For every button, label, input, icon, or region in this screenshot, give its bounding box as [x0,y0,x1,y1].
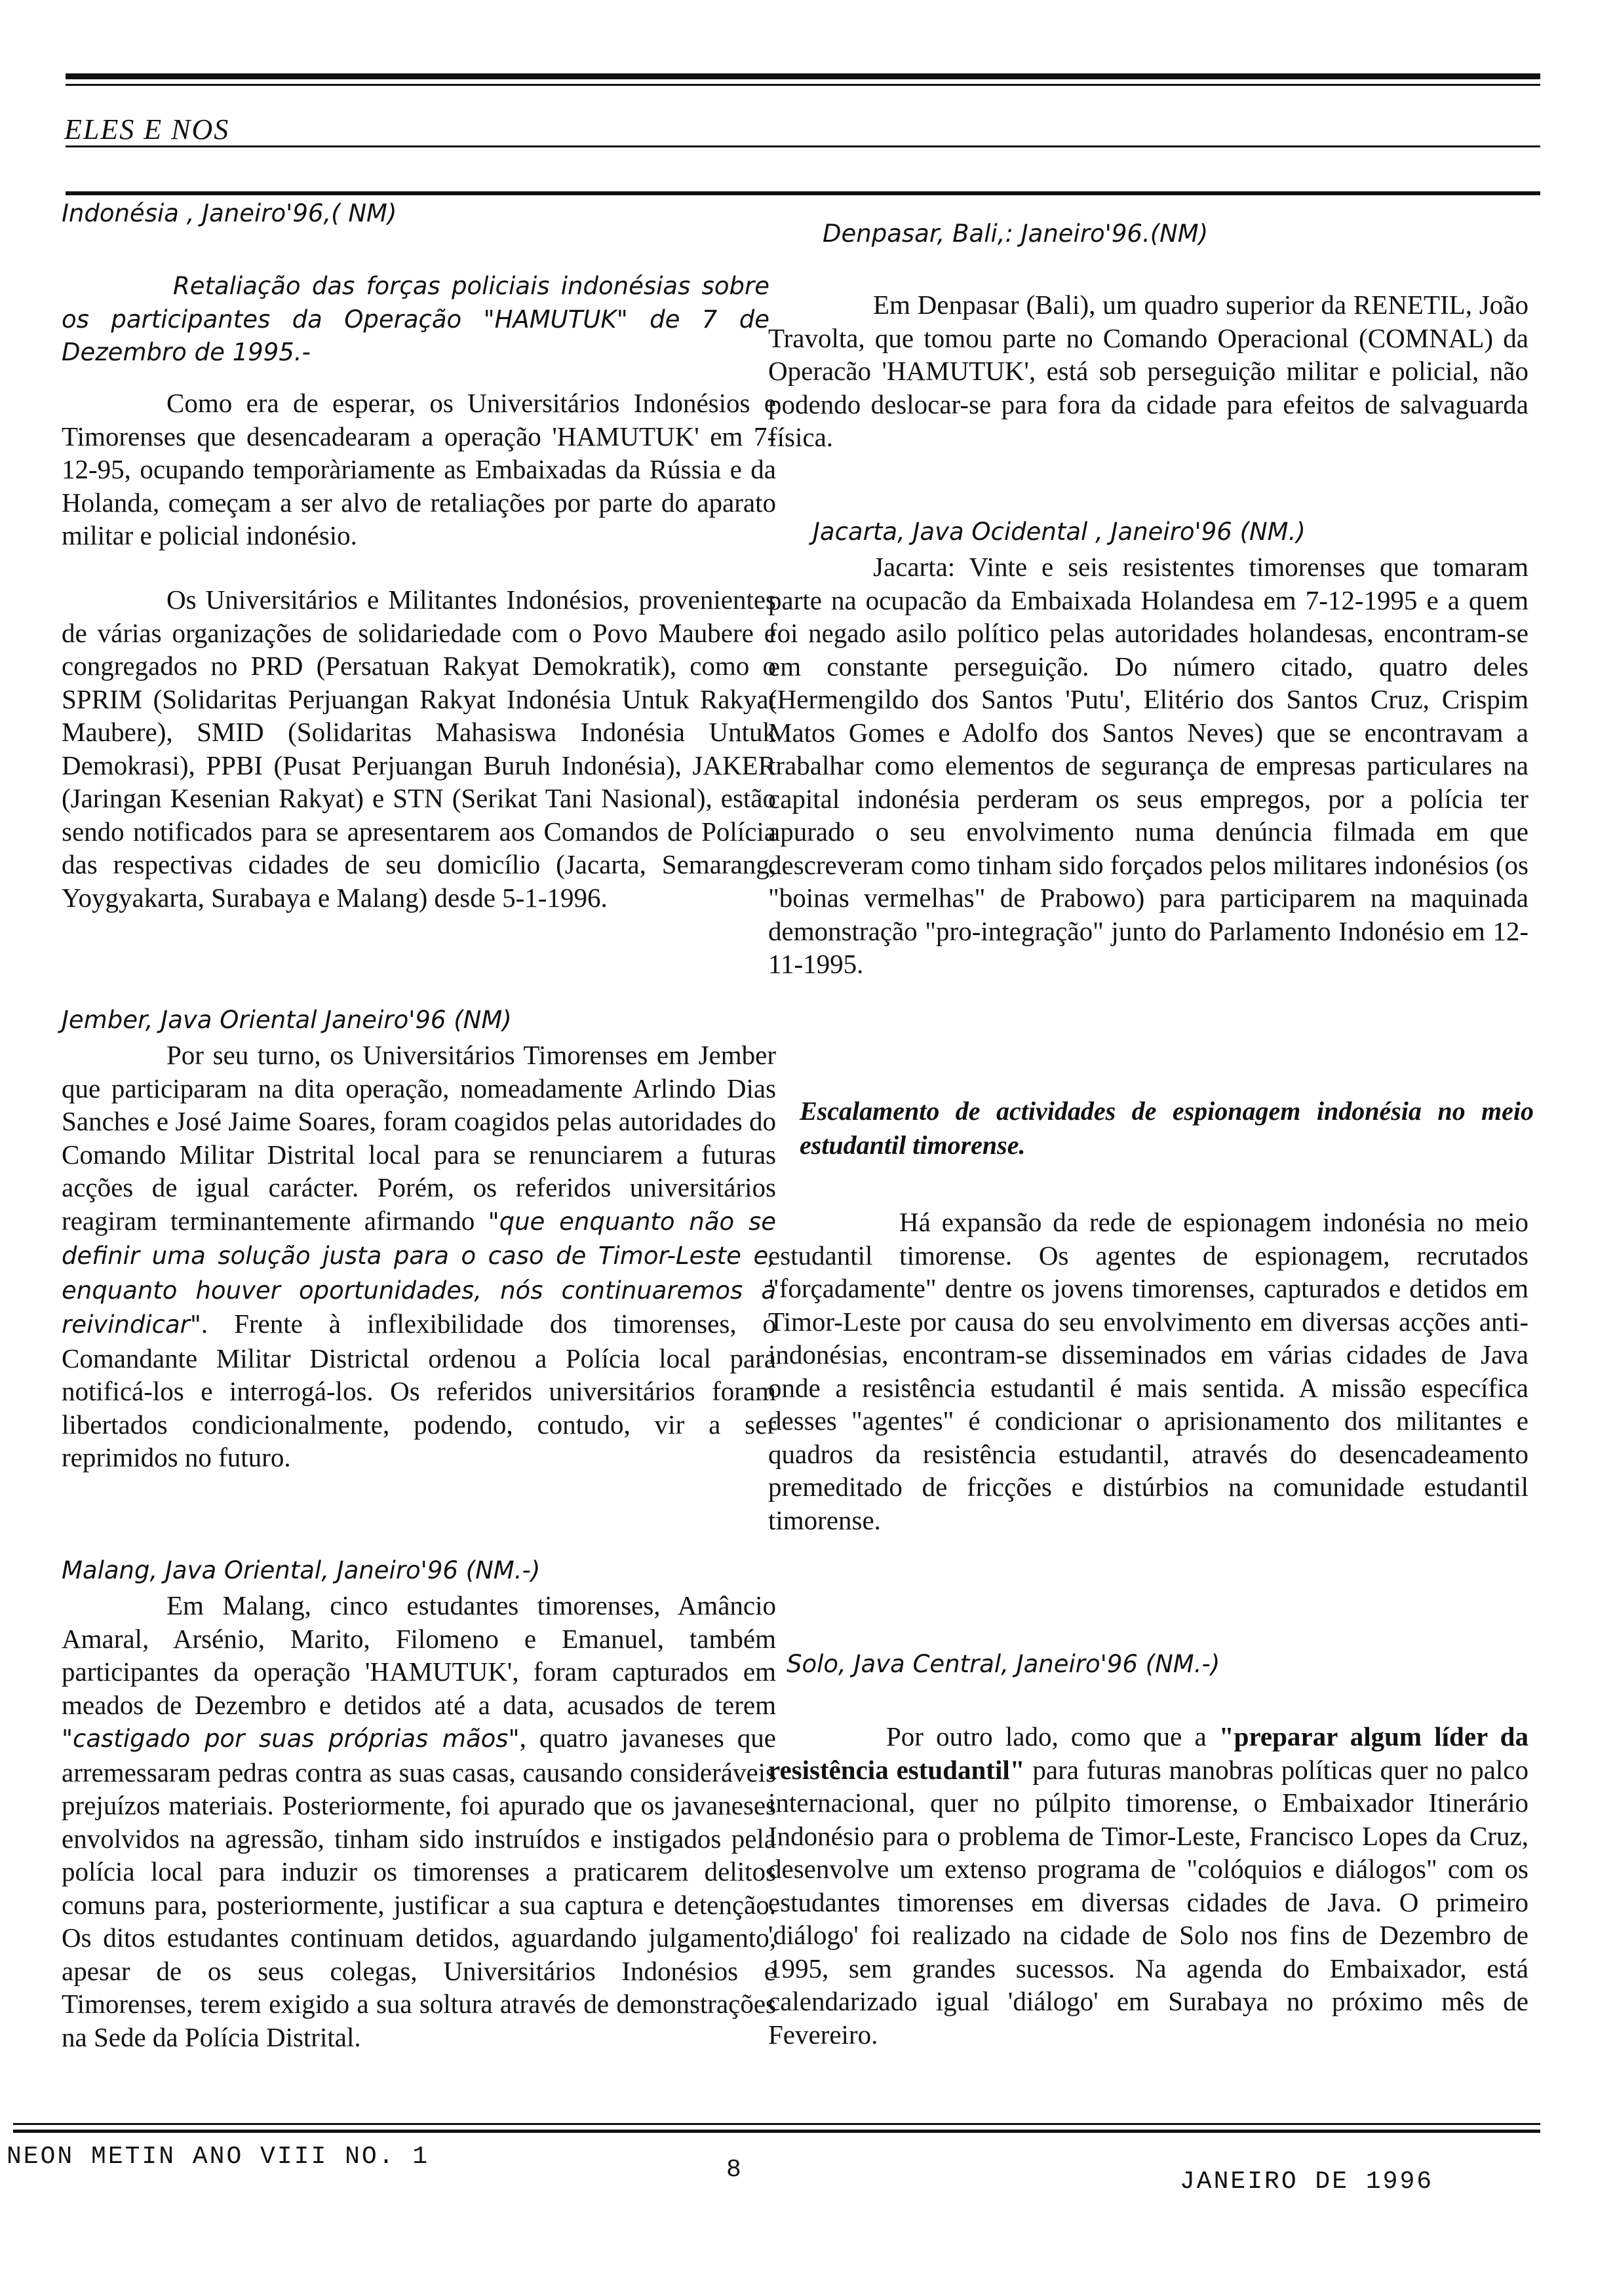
article-heading-retaliacao: Retaliação das forças policiais indonésias sobre os participantes da Operação "HAMUTUK" de 7 de Dezembro de 1995.- [62,272,769,366]
dateline-indonesia: Indonésia , Janeiro'96,( NM) [62,199,397,227]
malang-text-b: , quatro javaneses que arremessaram pedras contra as suas casas, causando consideráveis prejuízos materiais. Posteriormente, foi apurado que os javaneses envolvidos na agressão, tinham sido instruídos e instigados pela polícia local para induzir os timorenses a praticarem delitos comuns para, posteriormente, justificar a sua captura e detenção. Os ditos estudantes continuam detidos, aguardando julgamento, apesar de os seus colegas, Universitários Indonésios e Timorenses, terem exigido a sua soltura através de demonstrações na Sede da Polícia Distrital. [62,1723,776,2052]
dateline-denpasar: Denpasar, Bali,: Janeiro'96.(NM) [823,220,1209,248]
paragraph-malang [62,1589,776,2054]
footer-publication: NEON METIN ANO VIII NO. 1 [7,2143,430,2171]
malang-text-a: Em Malang, cinco estudantes timorenses, Amâncio Amaral, Arsénio, Marito, Filomeno e Emanuel, também participantes da operação 'HAMUTUK', foram capturados em meados de Dezembro e detidos até a data, acusados de terem [62,1590,776,1720]
jember-quote: "que enquanto não se definir uma solução justa para o caso de Timor-Leste e, enquanto houver oportunidades, nós continuaremos a reivindicar" [62,1207,776,1339]
dateline-jacarta: Jacarta, Java Ocidental , Janeiro'96 (NM.) [813,518,1306,546]
article-heading-espionagem: Escalamento de actividades de espionagem indonésia no meio estudantil timorense. [800,1096,1534,1160]
paragraph-retaliacao-1: Como era de esperar, os Universitários Indonésios e Timorenses que desencadearam a operação 'HAMUTUK' em 7-12-95, ocupando temporàriamente as Embaixadas da Rússia e da Holanda, começam a ser alvo de retaliações por parte do aparato militar e policial indonésio. [62,388,776,550]
dateline-malang: Malang, Java Oriental, Janeiro'96 (NM.-) [62,1556,541,1584]
paragraph-espionagem: Há expansão da rede de espionagem indonésia no meio estudantil timorense. Os agentes de espionagem, recrutados "forçadamente" dentre os jovens timorenses, capturados e detidos em Timor-Leste por causa do seu envolvimento em diversas acções anti-indonésias, encontram-se disseminados em várias cidades de Java onde a resistência estudantil é mais sentida. A missão específica desses "agentes" é condicionar o aprisionamento dos militantes e quadros da resistência estudantil, através do desencadeamento premeditado de fricções e distúrbios na comunidade estudantil timorense. [768,1207,1528,1535]
paragraph-solo [768,1720,1528,2051]
jember-text-a: Por seu turno, os Universitários Timorenses em Jember que participaram na dita operação, nomeadamente Arlindo Dias Sanches e José Jaime Soares, foram coagidos pelas autoridades do Comando Militar Distrital local para se renunciarem a futuras acções de igual carácter. Porém, os referidos universitários reagiram terminantemente afirmando [62,1040,776,1236]
malang-quote: "castigado por suas próprias mãos" [62,1725,520,1753]
solo-text-a: Por outro lado, como que a [886,1721,1219,1751]
top-rule-thick [66,73,1540,79]
footer-date: JANEIRO DE 1996 [1180,2168,1434,2196]
section-header: ELES E NOS [64,113,230,145]
header-rule-lower [66,191,1540,195]
dateline-jember: Jember, Java Oriental Janeiro'96 (NM) [62,1006,512,1034]
footer-rule-thin [13,2123,1540,2125]
top-rule-thin [66,84,1540,86]
solo-text-b: para futuras manobras políticas quer no palco internacional, quer no púlpito timorense, o Embaixador Itinerário Indonésio para o problema de Timor-Leste, Francisco Lopes da Cruz, desenvolve um extenso programa de "colóquios e diálogos" com os estudantes timorenses em diversas cidades de Java. O primeiro 'diálogo' foi realizado na cidade de Solo nos fins de Dezembro de 1995, sem grandes sucessos. Na agenda do Embaixador, está calendarizado igual 'diálogo' em Surabaya no próximo mês de Fevereiro. [768,1754,1528,2050]
paragraph-jember [62,1039,776,1474]
footer-rule-thick [13,2130,1540,2133]
solo-bold-quote: "preparar algum líder da resistência estudantil" [768,1721,1528,1785]
paragraph-retaliacao-2: Os Universitários e Militantes Indonésios, provenientes de várias organizações de solidariedade com o Povo Maubere e congregados no PRD (Persatuan Rakyat Demokratik), como o SPRIM (Solidaritas Perjuangan Rakyat Indonésia Untuk Rakyat Maubere), SMID (Solidaritas Mahasiswa Indonésia Untuk Demokrasi), PPBI (Pusat Perjuangan Buruh Indonésia), JAKER (Jaringan Kesenian Rakyat) e STN (Serikat Tani Nasional), estão sendo notificados para se apresentarem aos Comandos de Polícia das respectivas cidades de seu domicílio (Jacarta, Semarang, Yoygyakarta, Surabaya e Malang) desde 5-1-1996. [62,584,776,913]
paragraph-jacarta: Jacarta: Vinte e seis resistentes timorenses que tomaram parte na ocupacão da Embaixada Holandesa em 7-12-1995 e a quem foi negado asilo político pelas autoridades holandesas, encontram-se em constante perseguição. Do número citado, quatro deles (Hermengildo dos Santos 'Putu', Elitério dos Santos Cruz, Crispim Matos Gomes e Adolfo dos Santos Neves) que se encontravam a trabalhar como elementos de segurança de empresas particulares na capital indonésia perderam os seus empregos, por a polícia ter apurado o seu envolvimento numa denúncia filmada em que descreveram como tinham sido forçados pelos militares indonésios (os "boinas vermelhas" de Prabowo) para participarem na maquinada demonstração "pro-integração" junto do Parlamento Indonésio em 12-11-1995. [768,552,1528,979]
header-underline [66,145,1540,147]
paragraph-denpasar: Em Denpasar (Bali), um quadro superior da RENETIL, João Travolta, que tomou parte no Comando Operacional (COMNAL) da Operacão 'HAMUTUK', está sob perseguição militar e policial, não podendo deslocar-se para fora da cidade para efeitos de salvaguarda física. [768,290,1528,452]
footer-page-number: 8 [726,2156,743,2184]
dateline-solo: Solo, Java Central, Janeiro'96 (NM.-) [787,1650,1220,1678]
jember-text-b: . Frente à inflexibilidade dos timorenses, o Comandante Militar Districtal ordenou a Polícia local para notificá-los e interrogá-los. Os referidos universitários foram libertados condicionalmente, podendo, contudo, vir a ser reprimidos no futuro. [62,1309,776,1472]
